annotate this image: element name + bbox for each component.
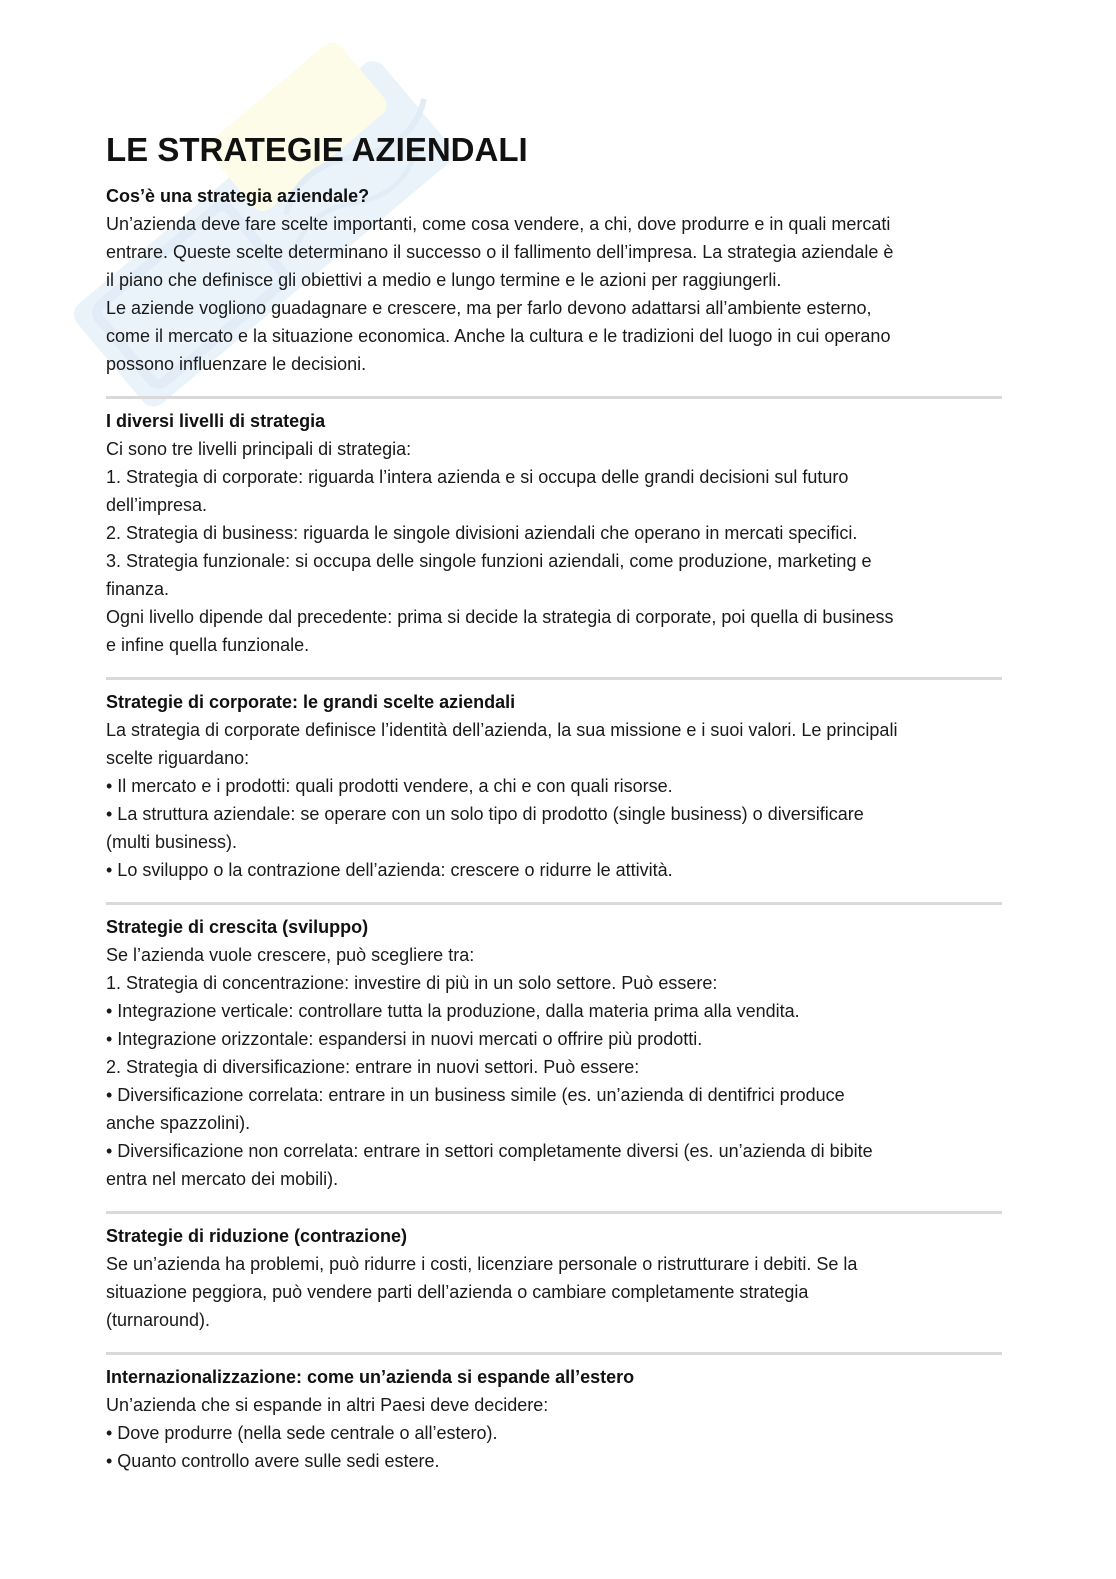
text-line: 1. Strategia di concentrazione: investire di più in un solo settore. Può essere:: [106, 973, 718, 993]
section-divider: [106, 396, 1002, 399]
text-line: scelte riguardano:: [106, 748, 250, 768]
text-line: il piano che definisce gli obiettivi a medio e lungo termine e le azioni per raggiungerli.: [106, 270, 782, 290]
text-line: La strategia di corporate definisce l’identità dell’azienda, la sua missione e i suoi valori. Le principali: [106, 720, 898, 740]
section-heading: Cos’è una strategia aziendale?: [106, 186, 370, 206]
text-line: • Integrazione verticale: controllare tutta la produzione, dalla materia prima alla vendita.: [106, 1001, 800, 1021]
text-line: Un’azienda deve fare scelte importanti, come cosa vendere, a chi, dove produrre e in quali mercati: [106, 214, 891, 234]
text-line: situazione peggiora, può vendere parti dell’azienda o cambiare completamente strategia: [106, 1282, 809, 1302]
section-strategie-riduzione: [106, 1222, 1002, 1334]
section-heading: Strategie di corporate: le grandi scelte aziendali: [106, 692, 516, 712]
text-line: • Dove produrre (nella sede centrale o all’estero).: [106, 1423, 498, 1443]
section-heading: Strategie di crescita (sviluppo): [106, 917, 369, 937]
section-divider: [106, 677, 1002, 680]
section-divider: [106, 1211, 1002, 1214]
text-line: dell’impresa.: [106, 495, 208, 515]
text-line: 3. Strategia funzionale: si occupa delle singole funzioni aziendali, come produzione, marketing e: [106, 551, 872, 571]
section-heading: Strategie di riduzione (contrazione): [106, 1226, 408, 1246]
section-divider: [106, 902, 1002, 905]
section-strategie-crescita: [106, 913, 1002, 1193]
text-line: • La struttura aziendale: se operare con un solo tipo di prodotto (single business) o diversificare: [106, 804, 864, 824]
text-line: • Diversificazione non correlata: entrare in settori completamente diversi (es. un’azienda di bibite: [106, 1141, 873, 1161]
text-line: entra nel mercato dei mobili).: [106, 1169, 339, 1189]
section-internazionalizzazione: [106, 1363, 1002, 1475]
text-line: (multi business).: [106, 832, 238, 852]
text-line: • Il mercato e i prodotti: quali prodotti vendere, a chi e con quali risorse.: [106, 776, 673, 796]
text-line: come il mercato e la situazione economica. Anche la cultura e le tradizioni del luogo in cui operano: [106, 326, 891, 346]
text-line: Se l’azienda vuole crescere, può scegliere tra:: [106, 945, 475, 965]
section-livelli-strategia: [106, 407, 1002, 659]
text-line: 1. Strategia di corporate: riguarda l’intera azienda e si occupa delle grandi decisioni sul futuro: [106, 467, 849, 487]
text-line: 2. Strategia di diversificazione: entrare in nuovi settori. Può essere:: [106, 1057, 640, 1077]
text-line: • Diversificazione correlata: entrare in un business simile (es. un’azienda di dentifrici produce: [106, 1085, 845, 1105]
text-line: e infine quella funzionale.: [106, 635, 310, 655]
text-line: 2. Strategia di business: riguarda le singole divisioni aziendali che operano in mercati specifici.: [106, 523, 858, 543]
section-heading: Internazionalizzazione: come un’azienda si espande all’estero: [106, 1367, 635, 1387]
text-line: • Quanto controllo avere sulle sedi estere.: [106, 1451, 440, 1471]
section-heading: I diversi livelli di strategia: [106, 411, 326, 431]
document-title: LE STRATEGIE AZIENDALI: [106, 131, 528, 168]
text-line: (turnaround).: [106, 1310, 211, 1330]
section-divider: [106, 1352, 1002, 1355]
text-line: anche spazzolini).: [106, 1113, 251, 1133]
text-line: Le aziende vogliono guadagnare e crescere, ma per farlo devono adattarsi all’ambiente esterno,: [106, 298, 872, 318]
document-page: [106, 128, 1002, 1475]
text-line: Ci sono tre livelli principali di strategia:: [106, 439, 412, 459]
text-line: finanza.: [106, 579, 170, 599]
text-line: entrare. Queste scelte determinano il successo o il fallimento dell’impresa. La strategia aziendale è: [106, 242, 894, 262]
section-strategie-corporate: [106, 688, 1002, 884]
text-line: • Lo sviluppo o la contrazione dell’azienda: crescere o ridurre le attività.: [106, 860, 673, 880]
text-line: possono influenzare le decisioni.: [106, 354, 367, 374]
text-line: Un’azienda che si espande in altri Paesi deve decidere:: [106, 1395, 549, 1415]
text-line: Ogni livello dipende dal precedente: prima si decide la strategia di corporate, poi quella di business: [106, 607, 894, 627]
text-line: Se un’azienda ha problemi, può ridurre i costi, licenziare personale o ristrutturare i debiti. Se la: [106, 1254, 858, 1274]
section-cos-e-strategia: [106, 182, 1002, 378]
text-line: • Integrazione orizzontale: espandersi in nuovi mercati o offrire più prodotti.: [106, 1029, 703, 1049]
